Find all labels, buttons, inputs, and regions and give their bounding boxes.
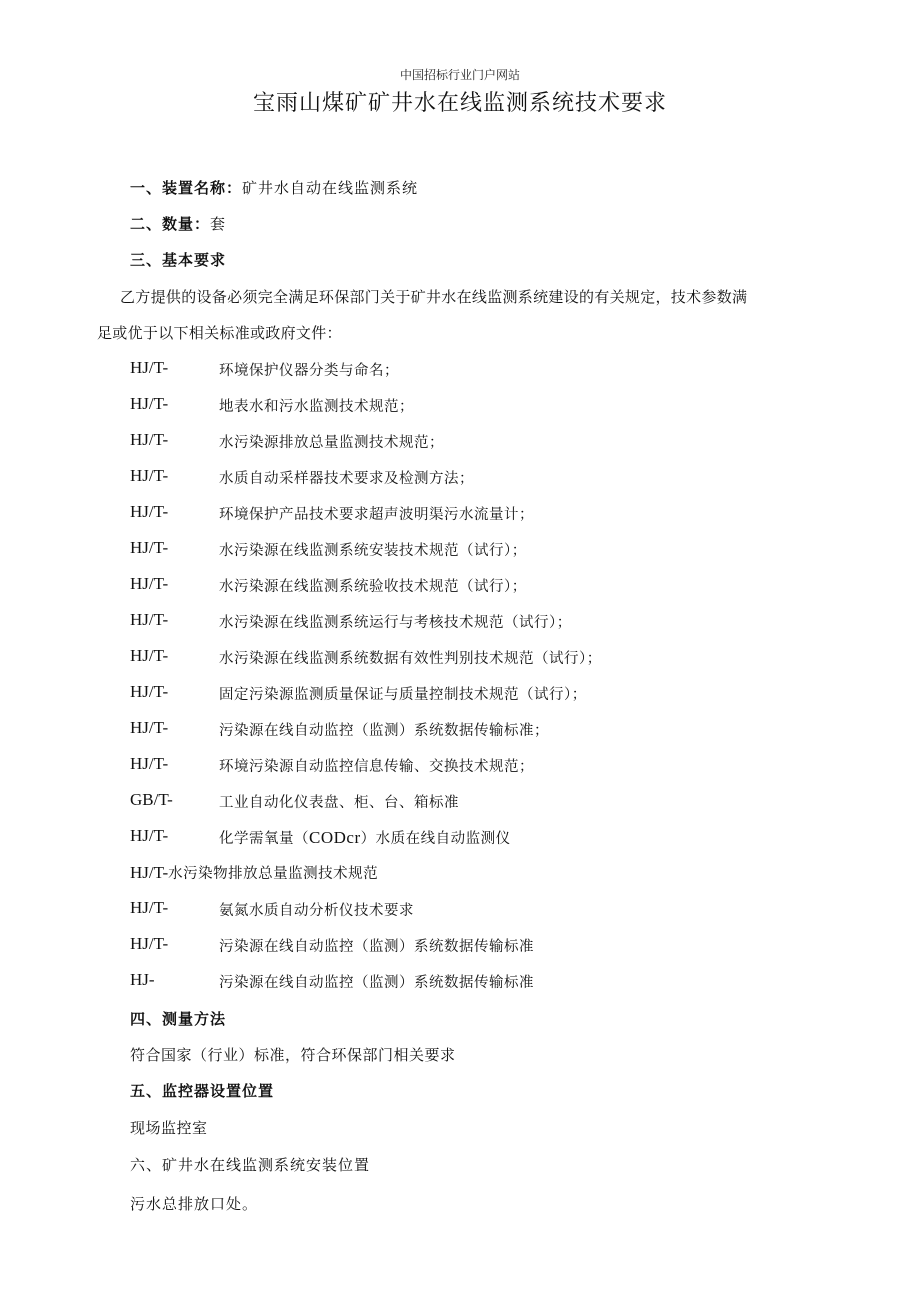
- section-measurement-method: 四、测量方法: [130, 1010, 227, 1028]
- standard-code: HJ/T-: [130, 863, 169, 882]
- site-name: 中国招标行业门户网站: [399, 68, 520, 82]
- standard-title: 环境污染源自动监控信息传输、交换技术规范；: [219, 759, 534, 775]
- standard-code: HJ/T-: [130, 430, 169, 449]
- standard-title: 水污染物排放总量监测技术规范: [168, 866, 379, 882]
- standard-code: HJ/T-: [130, 502, 169, 521]
- install-location-text: 污水总排放口处。: [130, 1195, 259, 1213]
- standard-code: GB/T-: [130, 790, 173, 809]
- standard-code: HJ/T-: [130, 754, 169, 773]
- standard-code: HJ/T-: [130, 358, 169, 377]
- section-value: 套: [210, 215, 227, 233]
- standard-title-code: CODcr: [309, 828, 361, 847]
- standard-title: 水污染源在线监测系统安装技术规范（试行）；: [219, 543, 527, 559]
- section-basic-requirements: 三、基本要求: [130, 251, 227, 269]
- section-value: 矿井水自动在线监测系统: [242, 179, 419, 197]
- requirements-paragraph-line2: 足或优于以下相关标准或政府文件：: [97, 324, 342, 342]
- monitor-location-text: 现场监控室: [130, 1119, 208, 1137]
- section-quantity: [130, 213, 226, 235]
- standard-title: 水污染源在线监测系统数据有效性判别技术规范（试行）；: [219, 651, 602, 667]
- standard-title: 污染源在线自动监控（监测）系统数据传输标准: [219, 939, 534, 955]
- standard-code: HJ/T-: [130, 898, 169, 917]
- standard-title: 环境保护产品技术要求超声波明渠污水流量计；: [219, 507, 534, 523]
- standard-title: [219, 827, 511, 848]
- standard-title: 污染源在线自动监控（监测）系统数据传输标准；: [219, 723, 549, 739]
- standard-code: HJ/T-: [130, 394, 169, 413]
- standard-code: HJ-: [130, 970, 155, 989]
- standard-title: 水质自动采样器技术要求及检测方法；: [219, 471, 474, 487]
- standard-title: 环境保护仪器分类与命名；: [219, 363, 399, 379]
- standard-title-prefix: 化学需氧量（: [219, 831, 309, 847]
- measurement-method-text: 符合国家（行业）标准，符合环保部门相关要求: [130, 1046, 456, 1064]
- standard-title: 氨氮水质自动分析仪技术要求: [219, 903, 414, 919]
- section-label: 二、数量：: [130, 215, 211, 233]
- standard-code: HJ/T-: [130, 646, 169, 665]
- standard-item: [130, 862, 378, 886]
- section-install-location: 六、矿井水在线监测系统安装位置: [130, 1156, 371, 1174]
- standard-code: HJ/T-: [130, 934, 169, 953]
- standard-title: 水污染源排放总量监测技术规范；: [219, 435, 444, 451]
- section-label: 一、装置名称：: [130, 179, 243, 197]
- standard-code: HJ/T-: [130, 718, 169, 737]
- standard-code: HJ/T-: [130, 538, 169, 557]
- standard-title: 固定污染源监测质量保证与质量控制技术规范（试行）；: [219, 687, 587, 703]
- standard-title: 工业自动化仪表盘、柜、台、箱标准: [219, 795, 459, 811]
- standard-title: 污染源在线自动监控（监测）系统数据传输标准: [219, 975, 534, 991]
- section-monitor-location: 五、监控器设置位置: [130, 1082, 275, 1100]
- standard-code: HJ/T-: [130, 574, 169, 593]
- standard-title: 水污染源在线监测系统运行与考核技术规范（试行）；: [219, 615, 572, 631]
- standard-title: 地表水和污水监测技术规范；: [219, 399, 414, 415]
- standard-code: HJ/T-: [130, 826, 169, 845]
- requirements-paragraph-line1: 乙方提供的设备必须完全满足环保部门关于矿井水在线监测系统建设的有关规定，技术参数满: [120, 288, 748, 306]
- section-device-name: [130, 177, 418, 199]
- standard-code: HJ/T-: [130, 610, 169, 629]
- standard-code: HJ/T-: [130, 466, 169, 485]
- document-title: 宝雨山煤矿矿井水在线监测系统技术要求: [252, 91, 667, 116]
- standard-title: 水污染源在线监测系统验收技术规范（试行）；: [219, 579, 527, 595]
- standard-title-suffix: ）水质在线自动监测仪: [360, 831, 511, 847]
- standard-code: HJ/T-: [130, 682, 169, 701]
